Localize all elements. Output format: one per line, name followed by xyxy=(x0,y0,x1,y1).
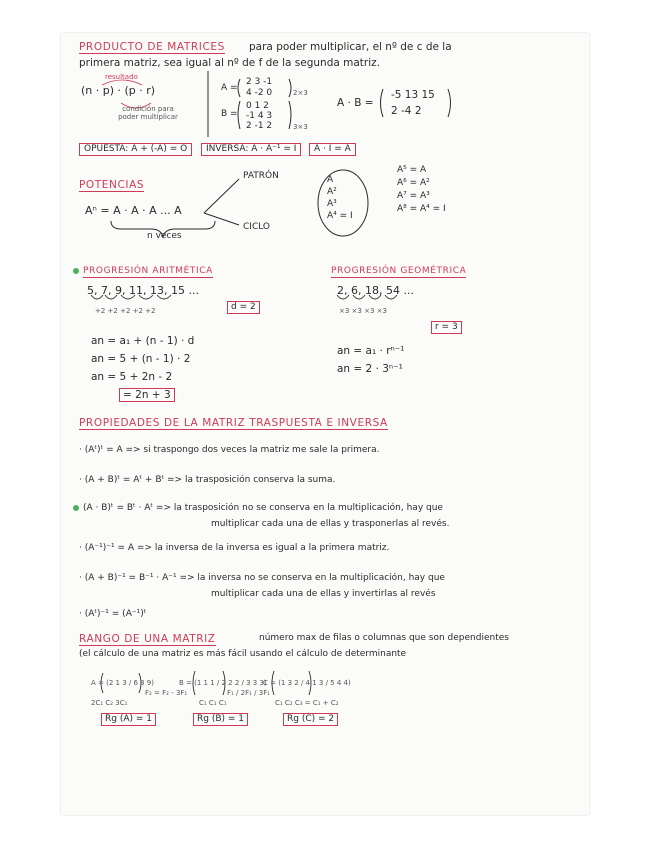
propiedad-5-line2: multiplicar cada una de ellas y invertirlas al revés xyxy=(211,589,436,599)
potencia-formula: Aⁿ = A · A · A ... A xyxy=(85,204,182,217)
n-veces-label: n veces xyxy=(147,231,182,241)
oval-item-4: A⁴ = I xyxy=(327,211,353,221)
aritmetica-title: PROGRESIÓN ARITMÉTICA xyxy=(83,266,213,276)
resultado-label: resultado xyxy=(105,73,138,81)
potencia-right-2: A⁶ = A² xyxy=(397,178,430,188)
product-ab-label: A · B = xyxy=(337,97,374,109)
r-value-box: r = 3 xyxy=(431,321,462,334)
aritmetica-formula-1: an = a₁ + (n - 1) · d xyxy=(91,335,195,347)
rango-matrix-a-cols: 2C₁ C₂ 3C₁ xyxy=(91,699,128,707)
rango-title: RANGO DE UNA MATRIZ xyxy=(79,633,216,645)
matrix-b-dim: 3×3 xyxy=(293,123,308,131)
rango-b-result: Rg (B) = 1 xyxy=(193,713,248,726)
rango-matrix-b-op: F₁ / 2F₁ / 3F₁ xyxy=(227,689,271,697)
geometrica-formula-1: an = a₁ · rⁿ⁻¹ xyxy=(337,345,405,357)
d-value-box: d = 2 xyxy=(227,301,260,314)
rango-matrix-a: A = (2 1 3 / 6 3 9) xyxy=(91,679,154,687)
notes-sheet xyxy=(61,33,589,815)
oval-item-3: A³ xyxy=(327,199,337,209)
rango-matrix-c-cols: C₁ C₂ C₃ = C₁ + C₂ xyxy=(275,699,339,707)
product-ab-row1: -5 13 15 xyxy=(391,89,435,101)
matrix-a-label: A = xyxy=(221,83,238,93)
potencia-right-1: A⁵ = A xyxy=(397,165,427,175)
propiedad-5-line1: · (A + B)⁻¹ = B⁻¹ · A⁻¹ => la inversa no se conserva en la multiplicación, hay que xyxy=(79,573,445,583)
opuesta-definition: OPUESTA: A + (-A) = O xyxy=(79,143,192,156)
rango-text-line1: número max de filas o columnas que son dependientes xyxy=(259,633,509,643)
identidad-definition: A · I = A xyxy=(309,143,356,156)
aritmetica-sequence: 5, 7, 9, 11, 13, 15 ... xyxy=(87,284,199,297)
rango-text-line2: (el cálculo de una matriz es más fácil usando el cálculo de determinante xyxy=(79,649,407,659)
ciclo-label: CICLO xyxy=(243,222,270,232)
propiedad-3-line2: multiplicar cada una de ellas y trasponerlas al revés. xyxy=(211,519,450,529)
matrix-a-dim: 2×3 xyxy=(293,89,308,97)
aritmetica-formula-2: an = 5 + (n - 1) · 2 xyxy=(91,353,191,365)
rango-matrix-c: C = (1 3 2 / 4 1 3 / 5 4 4) xyxy=(263,679,351,687)
product-ab-row2: 2 -4 2 xyxy=(391,105,422,117)
dimension-formula: (n · p) · (p · r) xyxy=(81,84,156,97)
rango-matrix-a-op: F₂ = F₂ - 3F₁ xyxy=(145,689,188,697)
condicion-label: condición para poder multiplicar xyxy=(118,105,178,121)
potencias-title: POTENCIAS xyxy=(79,179,145,191)
geometrica-title: PROGRESIÓN GEOMÉTRICA xyxy=(331,266,467,276)
matrix-b-label: B = xyxy=(221,109,238,119)
producto-text-line2: primera matriz, sea igual al nº de f de la segunda matriz. xyxy=(79,57,380,69)
geometrica-formula-2: an = 2 · 3ⁿ⁻¹ xyxy=(337,363,403,375)
bullet-dot xyxy=(73,268,79,274)
matrix-b-row1: 0 1 2 xyxy=(246,101,269,111)
rango-a-result: Rg (A) = 1 xyxy=(101,713,156,726)
propiedades-title: PROPIEDADES DE LA MATRIZ TRASPUESTA E INVERSA xyxy=(79,417,388,429)
producto-title: PRODUCTO DE MATRICES xyxy=(79,41,225,53)
geometrica-ratios: ×3 ×3 ×3 ×3 xyxy=(339,307,387,315)
geometrica-sequence: 2, 6, 18, 54 ... xyxy=(337,284,414,297)
aritmetica-result-box: = 2n + 3 xyxy=(119,388,175,402)
aritmetica-differences: +2 +2 +2 +2 +2 xyxy=(95,307,156,315)
rango-matrix-b-cols: C₁ C₁ C₁ xyxy=(199,699,227,707)
bullet-dot xyxy=(73,505,79,511)
rango-matrix-b: B = (1 1 1 / 2 2 2 / 3 3 3) xyxy=(179,679,267,687)
propiedad-2: · (A + B)ᵗ = Aᵗ + Bᵗ => la trasposición conserva la suma. xyxy=(79,475,336,485)
potencia-right-3: A⁷ = A³ xyxy=(397,191,430,201)
inversa-definition: INVERSA: A · A⁻¹ = I xyxy=(201,143,301,156)
propiedad-6: · (Aᵗ)⁻¹ = (A⁻¹)ᵗ xyxy=(79,609,147,619)
potencia-right-4: A⁸ = A⁴ = I xyxy=(397,204,446,214)
matrix-b-row2: -1 4 3 xyxy=(246,111,273,121)
rango-c-result: Rg (C) = 2 xyxy=(283,713,338,726)
matrix-a-row2: 4 -2 0 xyxy=(246,88,273,98)
aritmetica-formula-3: an = 5 + 2n - 2 xyxy=(91,371,173,383)
patron-label: PATRÓN xyxy=(243,171,279,181)
propiedad-3-line1: (A · B)ᵗ = Bᵗ · Aᵗ => la trasposición no se conserva en la multiplicación, hay que xyxy=(83,503,443,513)
matrix-b-row3: 2 -1 2 xyxy=(246,121,273,131)
propiedad-4: · (A⁻¹)⁻¹ = A => la inversa de la inversa es igual a la primera matriz. xyxy=(79,543,390,553)
matrix-a-row1: 2 3 -1 xyxy=(246,77,273,87)
producto-text-line1: para poder multiplicar, el nº de c de la xyxy=(249,41,452,53)
propiedad-1: · (Aᵗ)ᵗ = A => si traspongo dos veces la matriz me sale la primera. xyxy=(79,445,380,455)
oval-item-1: A xyxy=(327,175,334,185)
oval-item-2: A² xyxy=(327,187,337,197)
